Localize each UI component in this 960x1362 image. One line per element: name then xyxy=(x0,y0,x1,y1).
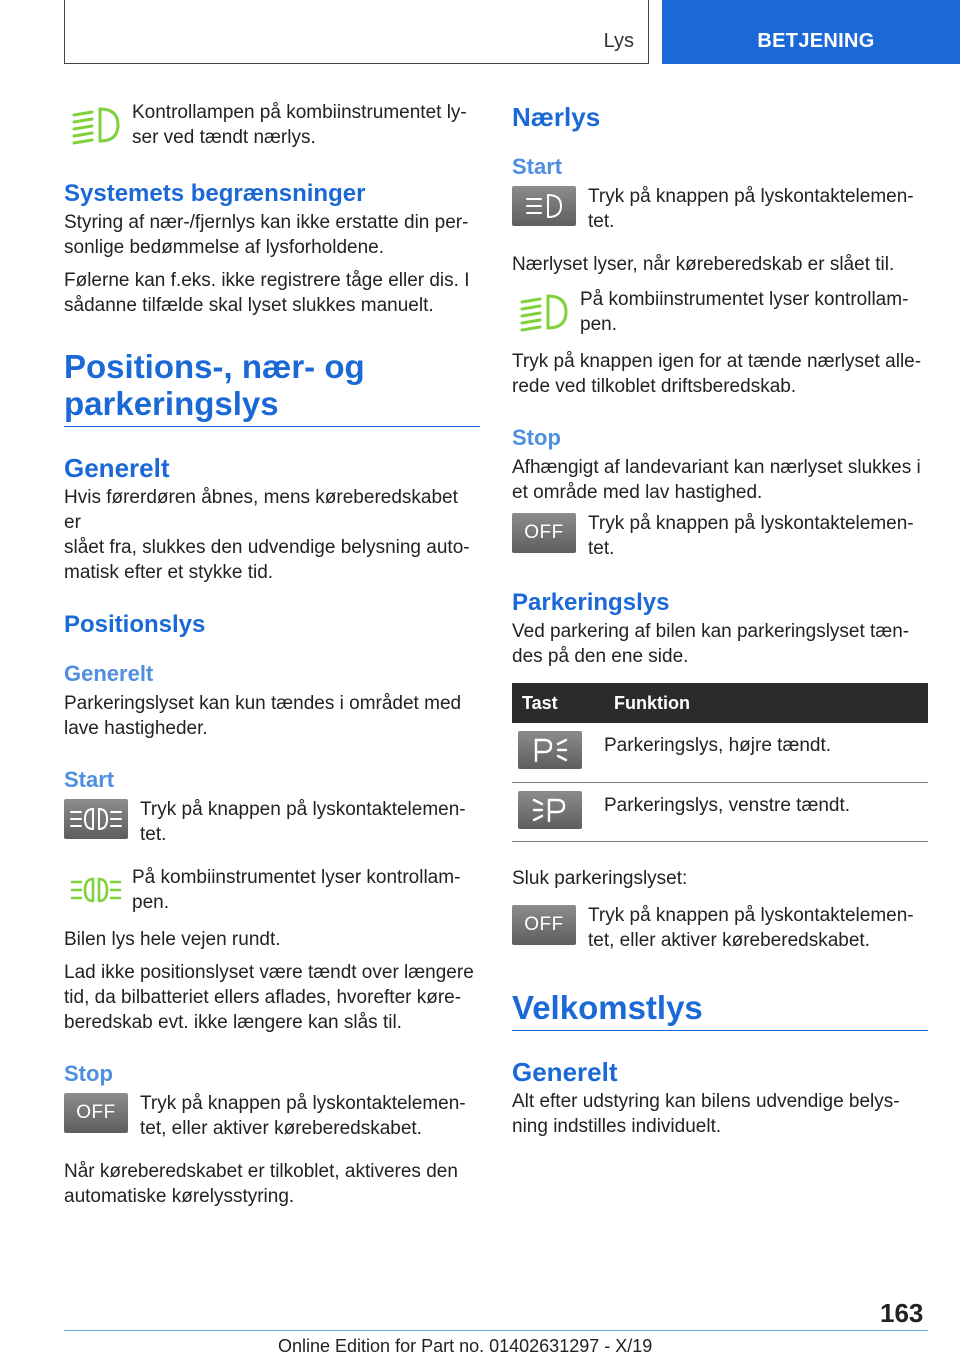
parking-paragraph: Ved parkering af bilen kan parkeringslyset tæn- des på den ene side. xyxy=(512,621,910,667)
left-column xyxy=(64,100,480,1209)
low-beam-indicator-note xyxy=(64,100,480,150)
automatic-light-control-text: Når køreberedskabet er tilkoblet, aktiveres den automatiske kørelysstyring. xyxy=(64,1161,458,1207)
heading-position-lights: Positionslys xyxy=(64,611,206,638)
right-column xyxy=(512,100,928,1139)
limits-paragraph-1: Styring af nær-/fjernlys kan ikke erstatte din per- sonlige bedømmelse af lysforholdene. xyxy=(64,212,469,258)
table-row xyxy=(512,782,928,841)
parking-left-icon xyxy=(530,796,570,824)
heading-position-stop: Stop xyxy=(64,1061,113,1086)
table-row xyxy=(512,723,928,782)
position-stop-text: Tryk på knappen på lyskontaktelemen- tet, eller aktiver køreberedskabet. xyxy=(140,1093,466,1139)
low-beam-indicator-icon xyxy=(64,100,128,150)
heading-position-general: Generelt xyxy=(64,661,154,686)
header-section-title: Lys xyxy=(603,30,634,52)
table-cell-function: Parkeringslys, venstre tændt. xyxy=(604,782,928,841)
table-cell-function: Parkeringslys, højre tændt. xyxy=(604,723,928,782)
table-header-function: Funktion xyxy=(604,683,928,723)
low-beam-start-instruction xyxy=(512,184,928,234)
low-beam-indicator-icon-2 xyxy=(512,287,576,337)
low-beam-icon xyxy=(524,192,564,220)
low-beam-on-text: Nærlyset lyser, når køreberedskab er slået til. xyxy=(512,254,895,275)
footer-divider xyxy=(64,1330,928,1331)
table-cell-key xyxy=(512,782,604,841)
off-button-3[interactable]: OFF xyxy=(512,905,576,945)
general-paragraph: Hvis førerdøren åbnes, mens køreberedskabet er slået fra, slukkes den udvendige belysning auto- matisk efter et stykke tid. xyxy=(64,487,470,583)
parking-right-button[interactable] xyxy=(518,731,582,769)
position-indicator-icon xyxy=(64,865,128,915)
header-section-box xyxy=(64,0,649,64)
parking-light-table xyxy=(512,683,928,842)
header-chapter-tab[interactable] xyxy=(662,0,960,64)
heading-general: Generelt xyxy=(64,453,170,483)
position-battery-warning: Lad ikke positionslyset være tændt over længere tid, da bilbatteriet ellers aflades, hvorefter køre- beredskab evt. ikke længere kan slås til. xyxy=(64,962,474,1033)
heading-low-beam-stop: Stop xyxy=(512,425,561,450)
position-all-around-text: Bilen lys hele vejen rundt. xyxy=(64,929,281,950)
position-indicator-text: På kombiinstrumentet lyser kontrollam- pen. xyxy=(132,867,461,913)
low-beam-indicator-note-2 xyxy=(512,287,928,337)
low-beam-stop-button-text: Tryk på knappen på lyskontaktelemen- tet. xyxy=(588,513,914,559)
heading-low-beam-start: Start xyxy=(512,154,563,179)
position-start-instruction xyxy=(64,797,480,847)
footer-edition: Online Edition for Part no. 01402631297 - X/19 xyxy=(278,1336,653,1356)
position-general-paragraph: Parkeringslyset kan kun tændes i området med lave hastigheder. xyxy=(64,693,462,739)
parking-off-instruction xyxy=(512,903,928,953)
low-beam-button[interactable] xyxy=(512,186,576,226)
parking-off-button-text: Tryk på knappen på lyskontaktelemen- tet, eller aktiver køreberedskabet. xyxy=(588,904,914,951)
table-header-row xyxy=(512,683,928,723)
parking-left-button[interactable] xyxy=(518,791,582,829)
low-beam-early-text: Tryk på knappen igen for at tænde nærlyset alle- rede ved tilkoblet driftsberedskab. xyxy=(512,351,922,397)
low-beam-indicator-text-2: På kombiinstrumentet lyser kontrollam- pen. xyxy=(580,289,909,335)
position-light-button[interactable] xyxy=(64,799,128,839)
position-start-text: Tryk på knappen på lyskontaktelemen- tet. xyxy=(140,799,466,845)
low-beam-stop-instruction xyxy=(512,511,928,561)
position-indicator-note xyxy=(64,865,480,915)
header-chapter-title: BETJENING xyxy=(757,30,875,52)
table-header-key: Tast xyxy=(512,683,604,723)
heading-low-beam: Nærlys xyxy=(512,102,601,132)
low-beam-indicator-text: Kontrollampen på kombiinstrumentet ly- ser ved tændt nærlys. xyxy=(132,102,467,148)
table-cell-key xyxy=(512,723,604,782)
off-button[interactable]: OFF xyxy=(64,1093,128,1133)
page-number: 163 xyxy=(880,1298,924,1328)
off-button-2[interactable]: OFF xyxy=(512,513,576,553)
position-light-icon xyxy=(69,806,123,832)
low-beam-start-text: Tryk på knappen på lyskontaktelemen- tet. xyxy=(588,186,914,232)
parking-right-icon xyxy=(530,736,570,764)
heading-position-start: Start xyxy=(64,767,115,792)
heading-welcome-general: Generelt xyxy=(512,1056,618,1087)
welcome-general-paragraph: Alt efter udstyring kan bilens udvendige belys- ning indstilles individuelt. xyxy=(512,1090,900,1137)
heading-position-low-parking: Positions-, nær- og parkeringslys xyxy=(64,348,480,427)
heading-parking-lights: Parkeringslys xyxy=(512,589,670,616)
heading-system-limits: Systemets begrænsninger xyxy=(64,180,366,207)
heading-welcome-light: Velkomstlys xyxy=(512,989,928,1031)
limits-paragraph-2: Følerne kan f.eks. ikke registrere tåge eller dis. I sådanne tilfælde skal lyset slukkes manuelt. xyxy=(64,270,470,316)
low-beam-stop-text: Afhængigt af landevariant kan nærlyset slukkes i et område med lav hastighed. xyxy=(512,457,921,503)
parking-off-text: Sluk parkeringslyset: xyxy=(512,867,688,889)
position-stop-instruction xyxy=(64,1091,480,1141)
